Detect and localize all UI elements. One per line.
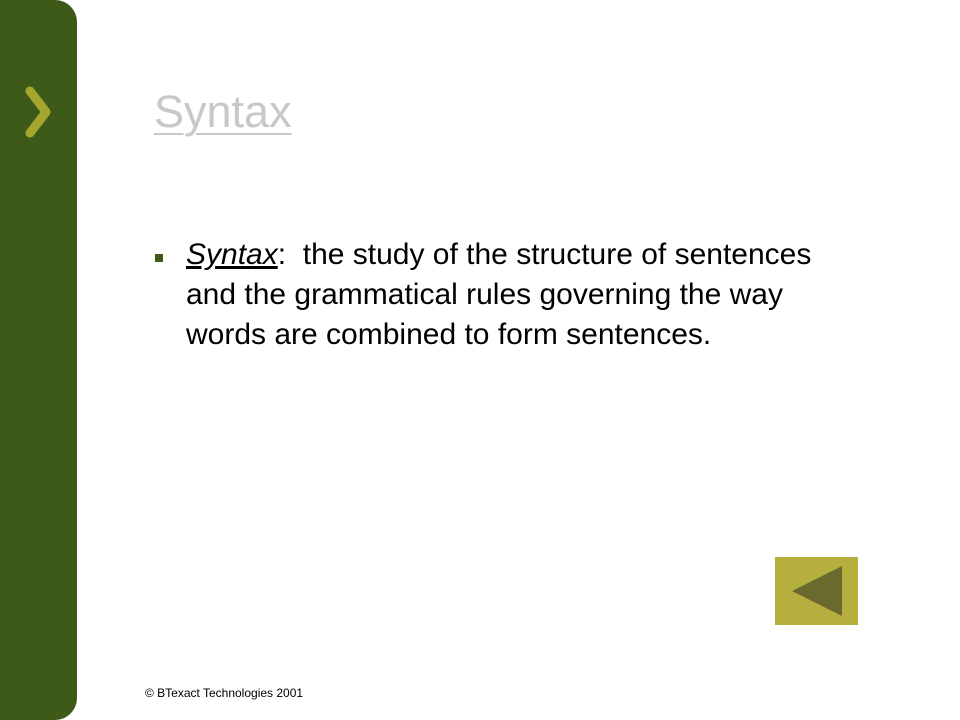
sidebar [0, 0, 77, 720]
chevron-right-icon [24, 85, 54, 139]
bullet-term: Syntax [186, 238, 278, 271]
copyright-footer: © BTexact Technologies 2001 [145, 686, 304, 700]
slide-title[interactable]: Syntax [154, 86, 292, 137]
back-arrow-icon [775, 557, 858, 625]
bullet-item [155, 235, 845, 355]
bullet-definition: the study of the structure of sentences and the grammatical rules governing the way words are combined to form sentences. [186, 238, 820, 351]
square-bullet-icon [155, 254, 163, 262]
bullet-separator: : [277, 238, 287, 271]
back-button[interactable] [775, 557, 858, 625]
bullet-text [186, 235, 845, 355]
